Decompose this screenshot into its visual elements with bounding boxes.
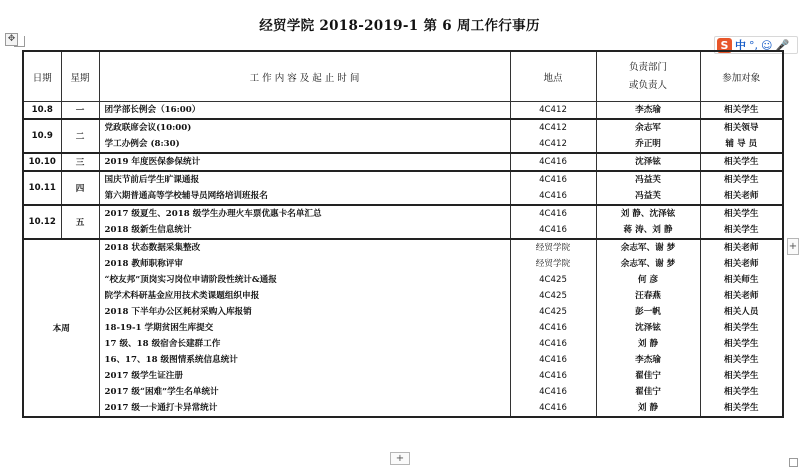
row-location-line: 4C416: [539, 323, 567, 333]
row-weekday: 四: [61, 171, 99, 205]
row-content-line: 第六期普通高等学校辅导员网络培训班报名: [104, 191, 268, 201]
row-person-line: 李杰瑜: [635, 105, 661, 115]
schedule-row: [23, 205, 783, 239]
row-content-line: 2018 状态数据采集整改: [104, 243, 201, 253]
row-date: 10.8: [23, 102, 61, 120]
row-attendees-line: 相关学生: [724, 157, 759, 167]
row-content-line: 国庆节前后学生旷课通报: [104, 175, 200, 185]
table-move-handle-icon[interactable]: ✥: [5, 33, 18, 46]
row-person: [596, 171, 700, 205]
row-location-line: 4C416: [539, 191, 567, 201]
row-attendees: [700, 119, 783, 153]
row-attendees-line: 相关学生: [724, 175, 759, 185]
schedule-row: [23, 239, 783, 417]
row-person-line: 翟佳宁: [635, 387, 661, 397]
row-attendees: [700, 171, 783, 205]
row-attendees-line: 相关学生: [724, 403, 759, 413]
row-content-line: 2017 级学生证注册: [104, 371, 183, 381]
row-weekday: 五: [61, 205, 99, 239]
row-person-line: 彭一帆: [635, 307, 661, 317]
row-location-line: 4C416: [539, 403, 567, 413]
row-person-line: 李杰瑜: [635, 355, 661, 365]
schedule-table: [22, 50, 784, 418]
row-date: 10.10: [23, 153, 61, 171]
row-location-line: 4C412: [539, 139, 567, 149]
row-attendees-line: 相关老师: [724, 291, 759, 301]
margin-corner-mark: [14, 36, 25, 47]
row-person-line: 余志军、谢 梦: [620, 243, 676, 253]
punctuation-toggle-icon[interactable]: °,: [749, 38, 758, 52]
row-location-line: 4C416: [539, 387, 567, 397]
row-location: [510, 153, 596, 171]
row-weekday: 三: [61, 153, 99, 171]
header-weekday: 星期: [61, 51, 99, 102]
header-date: 日期: [23, 51, 61, 102]
row-person-line: 沈泽铉: [635, 157, 661, 167]
ime-mode-toggle[interactable]: 中: [735, 39, 746, 52]
row-person-line: 余志军、谢 梦: [620, 259, 676, 269]
row-weekday: 二: [61, 119, 99, 153]
row-content-line: 团学部长例会（16:00）: [104, 105, 201, 115]
row-date: 本周: [23, 239, 99, 417]
add-row-button[interactable]: +: [390, 452, 410, 465]
row-location-line: 4C416: [539, 371, 567, 381]
row-person-line: 刘 静、沈泽铉: [620, 209, 676, 219]
row-content-line: 2018 教师职称评审: [104, 259, 183, 269]
row-attendees-line: 相关学生: [724, 355, 759, 365]
row-weekday: 一: [61, 102, 99, 120]
header-department: [596, 51, 700, 102]
row-content-line: 2017 级夏生、2018 级学生办理火车票优惠卡名单汇总: [104, 209, 322, 219]
row-person-line: 沈泽铉: [635, 323, 661, 333]
row-attendees-line: 相关领导: [724, 123, 759, 133]
row-content-line: 党政联席会议(10:00): [104, 123, 192, 133]
row-date: 10.9: [23, 119, 61, 153]
row-location: [510, 119, 596, 153]
microphone-icon[interactable]: 🎤: [775, 38, 790, 52]
row-content: [99, 171, 510, 205]
row-content: [99, 153, 510, 171]
table-resize-handle-icon[interactable]: [789, 458, 798, 467]
emoji-icon[interactable]: ☺: [761, 38, 773, 52]
row-person-line: 汪春燕: [635, 291, 661, 301]
schedule-body: [23, 102, 783, 418]
row-person: [596, 239, 700, 417]
row-location-line: 4C425: [539, 291, 567, 301]
row-location-line: 4C416: [539, 157, 567, 167]
row-content: [99, 102, 510, 120]
row-location: [510, 239, 596, 417]
header-content: 工 作 内 容 及 起 止 时 间: [99, 51, 510, 102]
row-person-line: 余志军: [635, 123, 661, 133]
row-content-line: 学工办例会 (8:30): [104, 139, 180, 149]
row-content-line: 2018 下半年办公区耗材采购入库报销: [104, 307, 252, 317]
row-content-line: 16、17、18 级图情系统信息统计: [104, 355, 238, 365]
row-person-line: 刘 静: [637, 403, 659, 413]
row-attendees-line: 相关老师: [724, 191, 759, 201]
row-attendees-line: 相关学生: [724, 371, 759, 381]
row-content-line: 2019 年度医保参保统计: [104, 157, 201, 167]
row-person: [596, 205, 700, 239]
header-location: 地点: [510, 51, 596, 102]
row-content-line: 2017 级“困难”学生名单统计: [104, 387, 219, 397]
row-content: [99, 239, 510, 417]
schedule-row: [23, 102, 783, 120]
row-date: 10.12: [23, 205, 61, 239]
row-location-line: 4C416: [539, 339, 567, 349]
document-title: 经贸学院 2018-2019-1 第 6 周工作行事历: [259, 18, 540, 34]
header-attendees: 参加对象: [700, 51, 783, 102]
row-attendees-line: 相关学生: [724, 323, 759, 333]
row-attendees-line: 相关学生: [724, 339, 759, 349]
row-person: [596, 119, 700, 153]
row-attendees-line: 相关学生: [724, 105, 759, 115]
row-location-line: 4C412: [539, 105, 567, 115]
row-attendees-line: 相关老师: [724, 243, 759, 253]
row-location-line: 经贸学院: [535, 259, 571, 269]
row-attendees: [700, 239, 783, 417]
row-content: [99, 205, 510, 239]
row-content-line: 17 级、18 级宿舍长建群工作: [104, 339, 221, 349]
row-location: [510, 205, 596, 239]
row-location-line: 4C416: [539, 225, 567, 235]
row-person-line: 冯益芙: [635, 175, 661, 185]
row-location-line: 4C425: [539, 307, 567, 317]
row-attendees: [700, 102, 783, 120]
row-location-line: 4C416: [539, 209, 567, 219]
row-content: [99, 119, 510, 153]
row-content-line: 2018 级新生信息统计: [104, 225, 192, 235]
row-attendees-line: 相关学生: [724, 209, 759, 219]
row-location-line: 4C425: [539, 275, 567, 285]
schedule-row: [23, 171, 783, 205]
row-content-line: 18-19-1 学期贫困生库提交: [104, 323, 214, 333]
schedule-row: [23, 153, 783, 171]
row-location-line: 经贸学院: [535, 243, 571, 253]
row-attendees: [700, 153, 783, 171]
row-person-line: 何 彦: [637, 275, 659, 285]
row-attendees: [700, 205, 783, 239]
row-location-line: 4C416: [539, 175, 567, 185]
row-attendees-line: 相关人员: [724, 307, 759, 317]
row-person-line: 翟佳宁: [635, 371, 661, 381]
row-attendees-line: 相关师生: [724, 275, 759, 285]
schedule-row: [23, 119, 783, 153]
row-date: 10.11: [23, 171, 61, 205]
row-attendees-line: 相关老师: [724, 259, 759, 269]
row-person-line: 蒋 涛、刘 静: [623, 225, 673, 235]
row-attendees-line: 辅 导 员: [725, 139, 758, 149]
row-location: [510, 171, 596, 205]
row-location: [510, 102, 596, 120]
row-attendees-line: 相关学生: [724, 387, 759, 397]
row-content-line: 院学术科研基金应用技术类课题组织申报: [104, 291, 260, 301]
add-column-button[interactable]: +: [787, 238, 799, 255]
sogou-logo-icon[interactable]: S: [717, 38, 732, 53]
row-location-line: 4C412: [539, 123, 567, 133]
row-person-line: 冯益芙: [635, 191, 661, 201]
row-person: [596, 102, 700, 120]
row-attendees-line: 相关学生: [724, 225, 759, 235]
row-person-line: 乔正明: [635, 139, 661, 149]
row-content-line: 2017 级一卡通打卡异常统计: [104, 403, 218, 413]
header-department-line1: 负责部门: [628, 61, 667, 73]
row-person: [596, 153, 700, 171]
row-location-line: 4C416: [539, 355, 567, 365]
header-department-line2: 或负责人: [628, 79, 667, 91]
row-person-line: 刘 静: [637, 339, 659, 349]
row-content-line: “校友邦”顶岗实习岗位申请阶段性统计&通报: [104, 275, 277, 285]
